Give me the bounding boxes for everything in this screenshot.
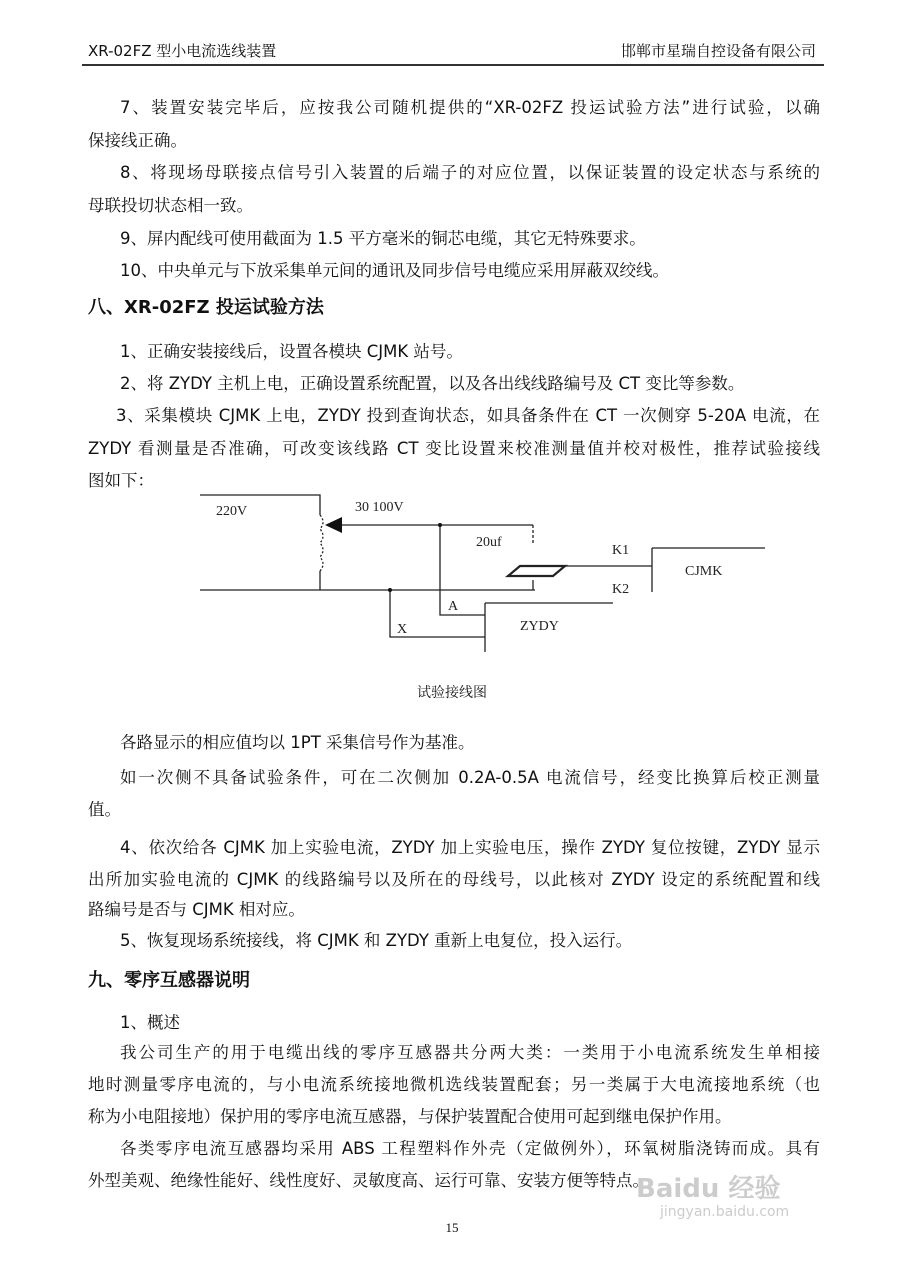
label-k1: K1 xyxy=(612,543,630,558)
paragraph-line: 称为小电阻接地）保护用的零序电流互感器，与保护装置配合使用可起到继电保护作用。 xyxy=(88,1107,732,1126)
watermark-logo: Baidu 经验 xyxy=(636,1174,781,1204)
header-title: XR-02FZ 型小电流选线装置 xyxy=(88,42,277,60)
paragraph-line: 如一次侧不具备试验条件，可在二次侧加 0.2A-0.5A 电流信号，经变比换算后校正测量 xyxy=(120,768,820,787)
paragraph-line: 4、依次给各 CJMK 加上实验电流，ZYDY 加上实验电压，操作 ZYDY 复位按键，ZYDY 显示 xyxy=(120,838,820,857)
page-number: 15 xyxy=(445,1220,459,1235)
paragraph-line: 母联投切状态相一致。 xyxy=(88,196,253,215)
paragraph-line: 3、采集模块 CJMK 上电，ZYDY 投到查询状态，如具备条件在 CT 一次侧穿 5-20A 电流，在 xyxy=(116,406,820,425)
paragraph-line: 路编号是否与 CJMK 相对应。 xyxy=(88,900,305,919)
label-x: X xyxy=(397,622,408,637)
paragraph-line: 出所加实验电流的 CJMK 的线路编号以及所在的母线号，以此核对 ZYDY 设定的系统配置和线 xyxy=(88,870,820,889)
paragraph-line: 外型美观、绝缘性能好、线性度好、灵敏度高、运行可靠、安装方便等特点。 xyxy=(88,1171,649,1190)
paragraph-line: 值。 xyxy=(88,800,121,819)
label-cjmk: CJMK xyxy=(685,564,723,579)
watermark-url: jingyan.baidu.com xyxy=(660,1204,790,1220)
paragraph-line: 保接线正确。 xyxy=(88,131,187,150)
header-company: 邯郸市星瑞自控设备有限公司 xyxy=(620,42,816,60)
paragraph-line: 1、正确安装接线后，设置各模块 CJMK 站号。 xyxy=(120,342,463,361)
label-capacitor: 20uf xyxy=(476,535,502,550)
section-heading: 九、零序互感器说明 xyxy=(88,970,250,991)
label-a: A xyxy=(448,599,459,614)
paragraph-line: ZYDY 看测量是否准确，可改变该线路 CT 变比设置来校准测量值并校对极性，推荐试验接线 xyxy=(88,439,820,458)
paragraph-line: 地时测量零序电流的，与小电流系统接地微机选线装置配套；另一类属于大电流接地系统（也 xyxy=(88,1075,820,1094)
paragraph-line: 5、恢复现场系统接线，将 CJMK 和 ZYDY 重新上电复位，投入运行。 xyxy=(120,931,633,950)
paragraph-line: 7、装置安装完毕后，应按我公司随机提供的“XR-02FZ 投运试验方法”进行试验，以确 xyxy=(120,98,820,117)
figure-caption: 试验接线图 xyxy=(417,685,487,701)
paragraph-line: 8、将现场母联接点信号引入装置的后端子的对应位置，以保证装置的设定状态与系统的 xyxy=(120,163,820,182)
label-k2: K2 xyxy=(612,582,630,597)
paragraph-line: 图如下： xyxy=(88,471,154,490)
label-220v: 220V xyxy=(216,504,248,519)
paragraph-line: 1、概述 xyxy=(120,1013,180,1032)
paragraph-line: 各路显示的相应值均以 1PT 采集信号作为基准。 xyxy=(120,733,475,752)
label-30-100v: 30 100V xyxy=(355,500,404,515)
paragraph-line: 我公司生产的用于电缆出线的零序互感器共分两大类：一类用于小电流系统发生单相接 xyxy=(120,1043,820,1062)
section-heading: 八、XR-02FZ 投运试验方法 xyxy=(88,297,324,318)
paragraph-line: 2、将 ZYDY 主机上电，正确设置系统配置，以及各出线线路编号及 CT 变比等参数。 xyxy=(120,374,745,393)
paragraph-line: 各类零序电流互感器均采用 ABS 工程塑料作外壳（定做例外），环氧树脂浇铸而成。具有 xyxy=(120,1139,820,1158)
paragraph-line: 9、屏内配线可使用截面为 1.5 平方毫米的铜芯电缆，其它无特殊要求。 xyxy=(120,229,646,248)
paragraph-line: 10、中央单元与下放采集单元间的通讯及同步信号电缆应采用屏蔽双绞线。 xyxy=(120,261,669,280)
label-zydy: ZYDY xyxy=(520,619,559,634)
header-rule xyxy=(82,64,824,66)
